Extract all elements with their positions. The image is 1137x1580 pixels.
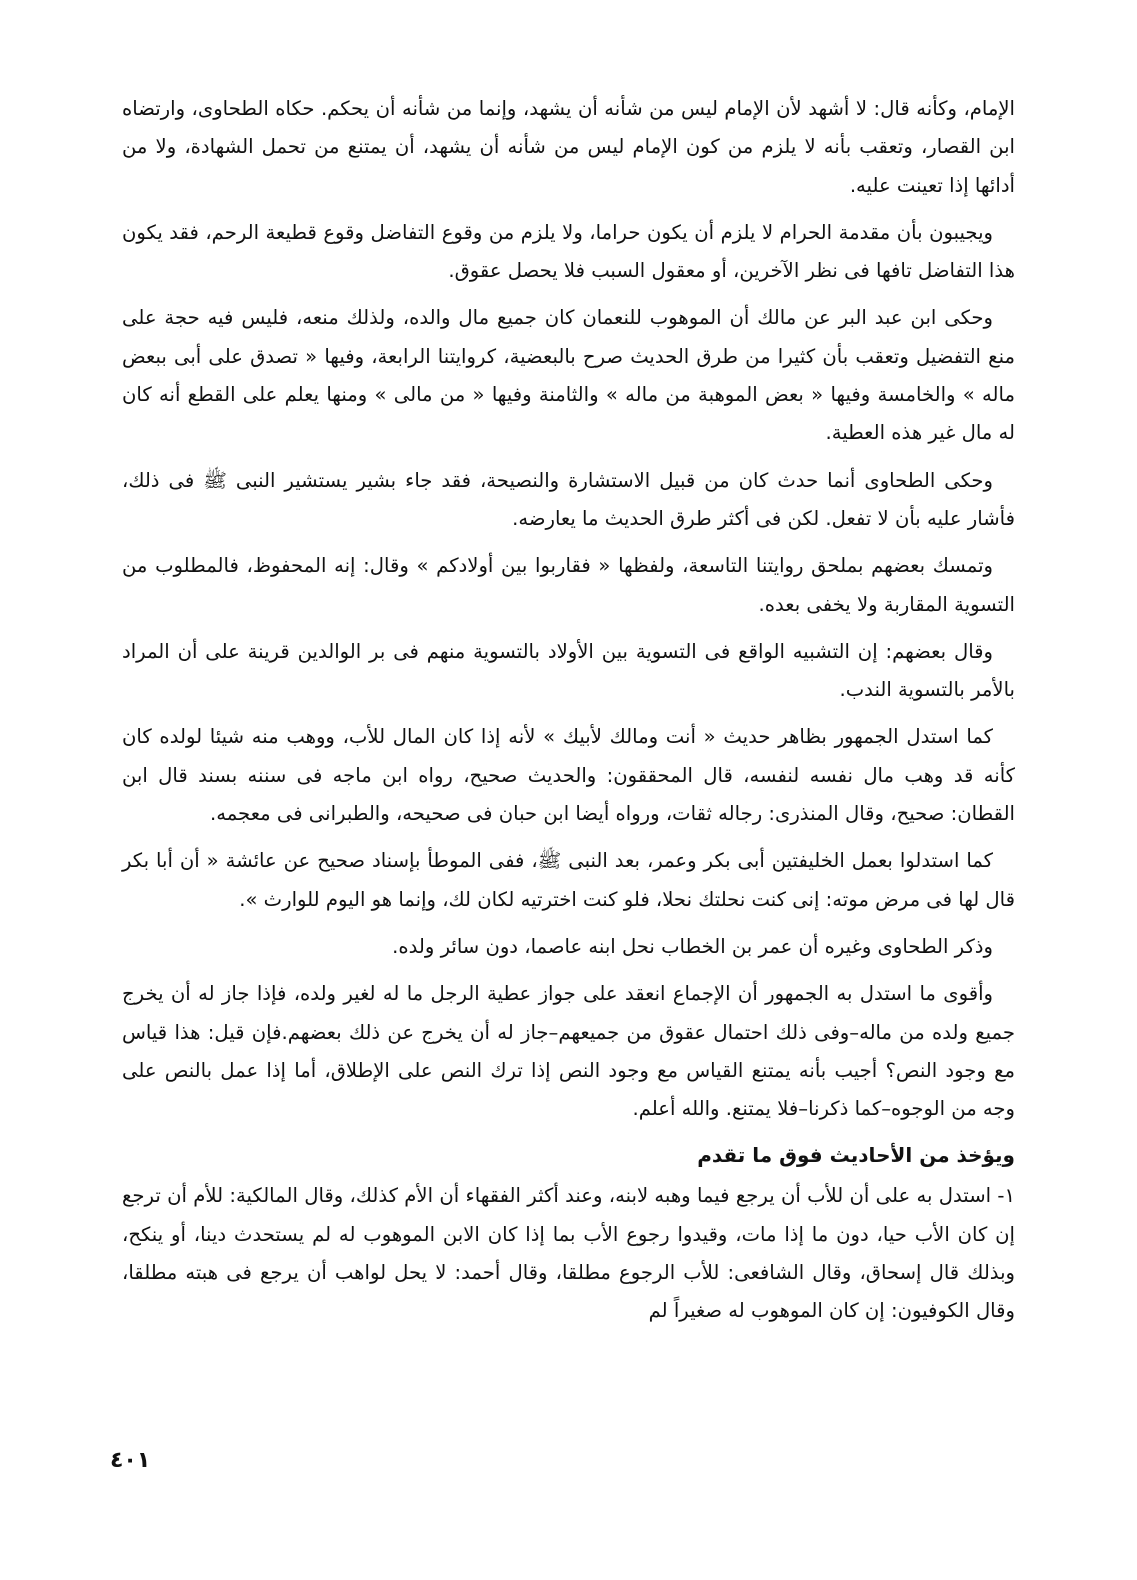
- paragraph-5: وتمسك بعضهم بملحق روايتنا التاسعة، ولفظها « فقاربوا بين أولادكم » وقال: إنه المحفوظ، فالمطلوب من التسوية المقاربة ولا يخفى بعده.: [122, 554, 1015, 616]
- page-number: ٤٠١: [110, 1448, 151, 1473]
- paragraph-2: ويجيبون بأن مقدمة الحرام لا يلزم أن يكون حراما، ولا يلزم من وقوع التفاضل وقوع قطيعة الرحم، فقد يكون هذا التفاضل تافها فى نظر الآخرين، أو معقول السبب فلا يحصل عقوق.: [122, 220, 1015, 283]
- paragraph-6: وقال بعضهم: إن التشبيه الواقع فى التسوية بين الأولاد بالتسوية منهم فى بر الوالدين قرينة على أن المراد بالأمر بالتسوية الندب.: [122, 639, 1015, 702]
- paragraph-8: كما استدلوا بعمل الخليفتين أبى بكر وعمر، بعد النبى ﷺ، ففى الموطأ بإسناد صحيح عن عائشة « أن أبا بكر قال لها فى مرض موته: إنى كنت نحلتك نحلا، فلو كنت اخترتيه لكان لك، وإنما هو اليوم للوارث ».: [122, 849, 1015, 911]
- paragraph-9: وذكر الطحاوى وغيره أن عمر بن الخطاب نحل ابنه عاصما، دون سائر ولده.: [392, 934, 993, 958]
- paragraph-10: وأقوى ما استدل به الجمهور أن الإجماع انعقد على جواز عطية الرجل ما له لغير ولده، فإذا جاز له أن يخرج جميع ولده من ماله–وفى ذلك احتمال عقوق من جميعهم–جاز له أن يخرج عن ذلك بعضهم.فإن قيل: هذا قياس مع وجود النص؟ أجيب بأنه يمتنع القياس مع وجود النص إذا ترك النص على الإطلاق، أما إذا عمل بالنص على وجه من الوجوه–كما ذكرنا–فلا يمتنع. والله أعلم.: [122, 982, 1015, 1121]
- paragraph-1: الإمام، وكأنه قال: لا أشهد لأن الإمام ليس من شأنه أن يشهد، وإنما من شأنه أن يحكم. حكاه الطحاوى، وارتضاه ابن القصار، وتعقب بأنه لا يلزم من كون الإمام ليس من شأنه أن يشهد، أن يمتنع من تحمل الشهادة، ولا من أدائها إذا تعينت عليه.: [122, 97, 1015, 197]
- page-body: [122, 90, 1015, 1340]
- section-heading: ويؤخذ من الأحاديث فوق ما تقدم: [697, 1143, 1015, 1168]
- list-item-1: ١- استدل به على أن للأب أن يرجع فيما وهبه لابنه، وعند أكثر الفقهاء أن الأم كذلك، وقال المالكية: للأم أن ترجع إن كان الأب حيا، دون ما إذا مات، وقيدوا رجوع الأب بما إذا كان الابن الموهوب له لم يستحدث دينا، أو ينكح، وبذلك قال إسحاق، وقال الشافعى: للأب الرجوع مطلقا، وقال أحمد: لا يحل لواهب أن يرجع فى هبته مطلقا، وقال الكوفيون: إن كان الموهوب له صغيراً لم: [122, 1184, 1015, 1323]
- paragraph-7: كما استدل الجمهور بظاهر حديث « أنت ومالك لأبيك » لأنه إذا كان المال للأب، ووهب منه شيئا لولده كان كأنه قد وهب مال نفسه لنفسه، قال المحققون: والحديث صحيح، رواه ابن ماجه فى سننه بسند قال ابن القطان: صحيح، وقال المنذرى: رجاله ثقات، ورواه أيضا ابن حبان فى صحيحه، والطبرانى فى معجمه.: [122, 725, 1015, 826]
- paragraph-4: وحكى الطحاوى أنما حدث كان من قبيل الاستشارة والنصيحة، فقد جاء بشير يستشير النبى ﷺ فى ذلك، فأشار عليه بأن لا تفعل. لكن فى أكثر طرق الحديث ما يعارضه.: [122, 468, 1015, 530]
- paragraph-3: وحكى ابن عبد البر عن مالك أن الموهوب للنعمان كان جميع مال والده، ولذلك منعه، فليس فيه حجة على منع التفضيل وتعقب بأن كثيرا من طرق الحديث صرح بالبعضية، كروايتنا الرابعة، وفيها « تصدق على أبى ببعض ماله » والخامسة وفيها « بعض الموهبة من ماله » والثامنة وفيها « من مالى » ومنها يعلم على القطع أنه كان له مال غير هذه العطية.: [122, 306, 1015, 445]
